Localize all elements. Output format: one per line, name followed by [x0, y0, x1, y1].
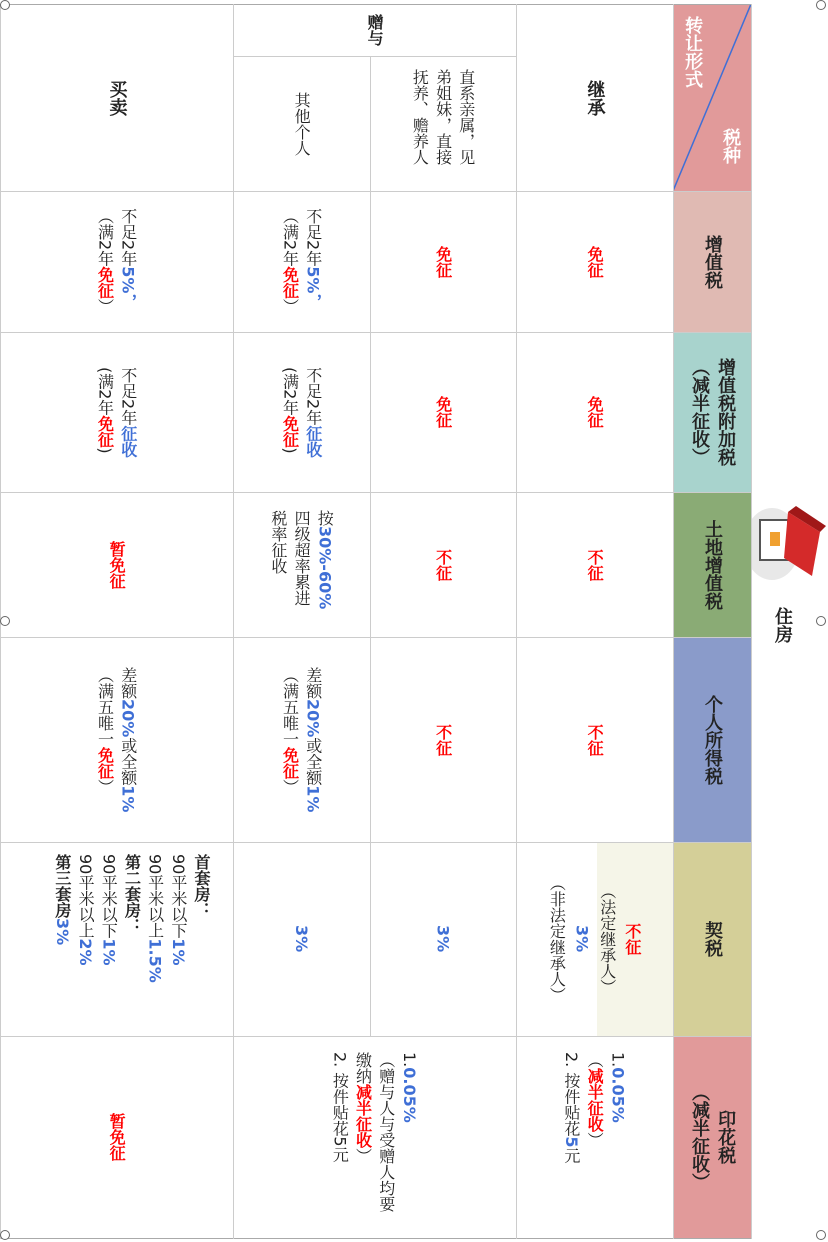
sale-vat-line2: （满2年免征）	[95, 208, 115, 315]
form-gift	[233, 4, 516, 56]
stamp-tax-label: 印花税	[715, 1110, 737, 1164]
house-icon	[740, 492, 826, 588]
sale-surcharge-line2: (满2年免征)	[95, 366, 115, 454]
tax-header-vat	[673, 191, 751, 332]
grid-line	[0, 842, 751, 843]
sale-deed-line6: 90平米以上2%	[76, 854, 96, 966]
tax-header-vat-surcharge	[673, 332, 751, 492]
inherit-deed-tax	[516, 842, 673, 1036]
inherit-surcharge-value: 免征	[585, 396, 605, 428]
inherit-land-vat	[516, 492, 673, 637]
resize-handle[interactable]	[0, 0, 10, 10]
grid-line	[0, 332, 751, 333]
tax-header-income-tax	[673, 637, 751, 842]
sale-deed-line5: 90平米以下1%	[99, 854, 119, 966]
tax-header-deed-tax	[673, 842, 751, 1036]
sale-deed-line4: 第二套房：	[122, 854, 142, 934]
relatives-surcharge	[370, 332, 516, 492]
sale-surcharge	[0, 332, 233, 492]
sale-label: 买卖	[106, 79, 128, 116]
form-inherit	[516, 4, 673, 191]
grid-line	[0, 191, 751, 192]
page-title: 住房	[772, 607, 794, 643]
diag-tax-label: 税种	[720, 128, 742, 164]
grid-line	[0, 1036, 751, 1037]
inherit-vat	[516, 191, 673, 332]
vat-surcharge-label: 增值税附加税	[715, 358, 737, 466]
sale-deed-line3: 90平米以上1.5%	[145, 854, 165, 983]
grid-line	[233, 56, 516, 57]
relatives-deed-value: 3%	[433, 925, 453, 953]
gift-stamp-line2: （赠与人与受赠人均要缴纳减半征收）	[353, 1052, 396, 1212]
resize-handle[interactable]	[816, 0, 826, 10]
resize-handle[interactable]	[0, 616, 10, 626]
grid-line	[751, 4, 752, 1239]
inherit-stamp-line2: （减半征收）	[585, 1052, 605, 1148]
page-title-cell	[752, 590, 812, 660]
grid-line	[0, 4, 751, 5]
sale-land-vat-value: 暂免征	[107, 540, 127, 589]
stamp-tax-note: （减半征收）	[689, 1083, 710, 1191]
sale-deed-line2: 90平米以下1%	[168, 854, 188, 966]
gift-stamp-line3: 2. 按件贴花5元	[330, 1052, 350, 1163]
sale-deed-line1: 首套房：	[192, 854, 211, 918]
sale-deed-tax	[0, 842, 233, 1036]
sale-surcharge-line1: 不足2年征收	[118, 366, 138, 458]
sale-stamp-tax	[0, 1036, 233, 1238]
others-land-vat-text: 按30%-60%四级超率累进税率征收	[268, 509, 335, 609]
sale-income-line1: 差额20%或全额1%	[118, 666, 138, 813]
inherit-land-vat-value: 不征	[585, 548, 605, 581]
resize-handle[interactable]	[816, 616, 826, 626]
grid-line	[516, 4, 517, 1239]
gift-stamp-tax	[233, 1036, 516, 1238]
others-land-vat	[233, 492, 370, 637]
grid-line	[370, 56, 371, 1036]
vat-surcharge-note: （减半征收）	[689, 358, 710, 466]
sale-income-line2: （满五唯一免征）	[95, 666, 115, 795]
others-income-line1: 差额20%或全额1%	[303, 666, 323, 813]
form-sale	[0, 4, 233, 191]
others-deed-tax	[233, 842, 370, 1036]
relatives-income-value: 不征	[433, 723, 453, 756]
gift-stamp-line1: 1.0.05%	[399, 1052, 419, 1123]
form-gift-relatives	[370, 56, 516, 191]
gift-relatives-label: 直系亲属，见弟姐妹，直接抚养、赡养人	[410, 68, 476, 165]
relatives-vat-value: 免征	[433, 245, 453, 278]
others-income-line2: （满五唯一免征）	[280, 666, 300, 795]
grid-line	[233, 4, 234, 1239]
form-gift-others	[233, 56, 370, 191]
others-surcharge	[233, 332, 370, 492]
inherit-stamp-line1: 1.0.05%	[608, 1052, 628, 1123]
inherit-vat-value: 免征	[585, 245, 605, 278]
relatives-income-tax	[370, 637, 516, 842]
inherit-stamp-line3: 2. 按件贴花5元	[561, 1052, 581, 1164]
deed-legal-heir-note: （法定继承人）	[597, 883, 617, 995]
header-diagonal-cell	[673, 4, 751, 191]
relatives-land-vat-value: 不征	[433, 548, 453, 581]
inherit-income-value: 不征	[585, 723, 605, 756]
resize-handle[interactable]	[0, 1230, 10, 1240]
others-deed-value: 3%	[292, 925, 312, 953]
others-surcharge-line2: (满2年免征)	[280, 366, 300, 454]
relatives-deed-tax	[370, 842, 516, 1036]
land-vat-label: 土地增值税	[702, 519, 724, 610]
grid-line	[673, 4, 674, 1239]
gift-label: 赠与	[365, 14, 385, 46]
deed-nonlegal-heir-note: （非法定继承人）	[547, 875, 567, 1003]
vat-label: 增值税	[702, 234, 724, 289]
grid-line	[0, 637, 751, 638]
others-vat-line2: （满2年免征）	[280, 208, 300, 315]
inherit-label: 继承	[584, 79, 606, 116]
deed-tax-label: 契税	[702, 921, 724, 957]
sale-vat	[0, 191, 233, 332]
income-tax-label: 个人所得税	[702, 694, 724, 785]
sale-income-tax	[0, 637, 233, 842]
tax-header-stamp-tax	[673, 1036, 751, 1238]
inherit-stamp-tax	[516, 1036, 673, 1238]
sale-land-vat	[0, 492, 233, 637]
others-surcharge-line1: 不足2年征收	[303, 366, 323, 458]
grid-line	[0, 1238, 751, 1239]
others-vat-line1: 不足2年5%，	[303, 208, 323, 310]
others-vat	[233, 191, 370, 332]
others-income-tax	[233, 637, 370, 842]
sale-vat-line1: 不足2年5%，	[118, 208, 138, 310]
sale-deed-line7: 第三套房3%	[52, 854, 72, 946]
grid-line	[0, 492, 751, 493]
diag-forms-label: 转让形式	[682, 16, 704, 88]
gift-others-label: 其他个人	[292, 91, 312, 156]
deed-legal-heir-value: 不征	[622, 923, 642, 955]
resize-handle[interactable]	[816, 1230, 826, 1240]
deed-nonlegal-heir-value: 3%	[572, 925, 592, 953]
inherit-income-tax	[516, 637, 673, 842]
sale-stamp-value: 暂免征	[107, 1113, 127, 1161]
relatives-surcharge-value: 免征	[433, 396, 453, 428]
relatives-vat	[370, 191, 516, 332]
inherit-surcharge	[516, 332, 673, 492]
relatives-land-vat	[370, 492, 516, 637]
tax-header-land-vat	[673, 492, 751, 637]
